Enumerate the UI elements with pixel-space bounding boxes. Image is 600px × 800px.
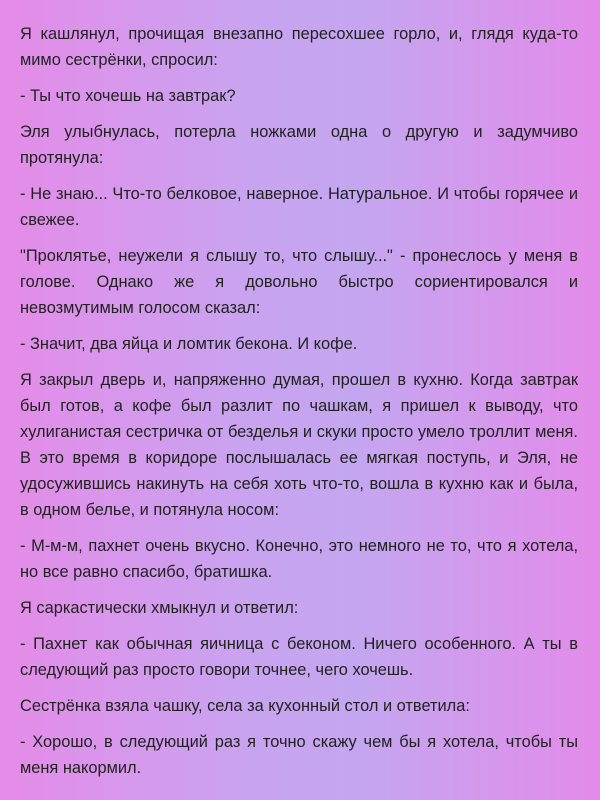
paragraph-4: - Не знаю... Что-то белковое, наверное. Натуральное. И чтобы горячее и свежее.: [20, 185, 578, 229]
paragraph-6: - Значит, два яйца и ломтик бекона. И кофе.: [20, 335, 358, 353]
paragraph-8: - М-м-м, пахнет очень вкусно. Конечно, это немного не то, что я хотела, но все равно спасибо, братишка.: [20, 537, 578, 581]
paragraph-2: - Ты что хочешь на завтрак?: [20, 87, 236, 105]
paragraph-3: Эля улыбнулась, потерла ножками одна о другую и задумчиво протянула:: [20, 123, 578, 167]
paragraph-11: Сестрёнка взяла чашку, села за кухонный стол и ответила:: [20, 697, 470, 715]
paragraph-5: "Проклятье, неужели я слышу то, что слышу..." - пронеслось у меня в голове. Однако же я довольно быстро сориентировался и невозмутимым голосом сказал:: [20, 247, 578, 317]
paragraph-1: Я кашлянул, прочищая внезапно пересохшее горло, и, глядя куда-то мимо сестрёнки, спросил:: [20, 25, 578, 69]
paragraph-10: - Пахнет как обычная яичница с беконом. Ничего особенного. А ты в следующий раз просто говори точнее, чего хочешь.: [20, 635, 578, 679]
paragraph-9: Я саркастически хмыкнул и ответил:: [20, 599, 299, 617]
paragraph-7: Я закрыл дверь и, напряженно думая, прошел в кухню. Когда завтрак был готов, а кофе был разлит по чашкам, я пришел к выводу, что хулиганистая сестричка от безделья и скуки просто умело троллит меня. В это время в коридоре послышалась ее мягкая поступь, и Эля, не удосужившись накинуть на себя хоть что-то, вошла в кухню как и была, в одном белье, и потянула носом:: [20, 371, 578, 519]
paragraph-12: - Хорошо, в следующий раз я точно скажу чем бы я хотела, чтобы ты меня накормил.: [20, 733, 578, 777]
